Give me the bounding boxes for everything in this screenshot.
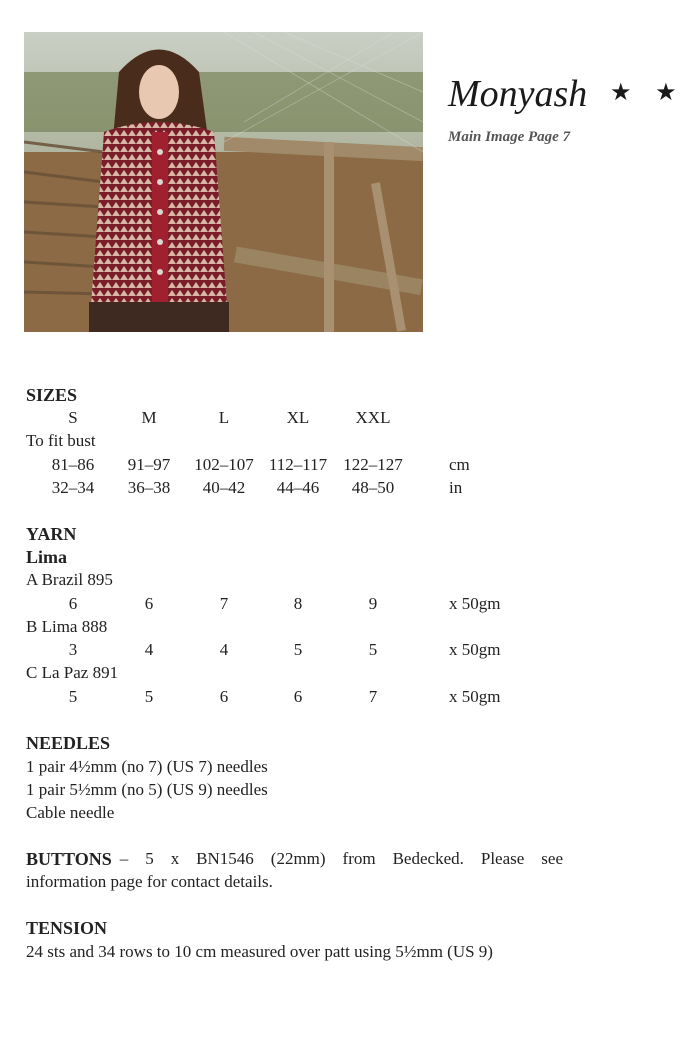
- size-label: M: [141, 408, 157, 427]
- model-photo: [24, 32, 423, 332]
- buttons-text: – 5 x BN1546 (22mm) from Bedecked. Please see: [119, 849, 563, 868]
- buttons-line: [26, 849, 563, 870]
- size-label: XL: [286, 408, 310, 427]
- needle-line: 1 pair 5½mm (no 5) (US 9) needles: [26, 780, 268, 799]
- bust-cm: 122–127: [343, 455, 403, 474]
- yarn-amount: 4: [219, 640, 229, 659]
- needle-line: 1 pair 4½mm (no 7) (US 7) needles: [26, 757, 268, 776]
- yarn-amount: 3: [68, 640, 78, 659]
- yarn-amount: 5: [293, 640, 303, 659]
- yarn-amount: 6: [144, 594, 154, 613]
- yarn-amount: 9: [368, 594, 378, 613]
- yarn-amount: 7: [219, 594, 229, 613]
- yarn-color-label: B Lima 888: [26, 617, 108, 636]
- bust-cm: 91–97: [127, 455, 171, 474]
- fit-label: To fit bust: [26, 431, 96, 450]
- bust-cm: 102–107: [194, 455, 254, 474]
- yarn-unit: x 50gm: [449, 640, 501, 659]
- yarn-amount: 4: [144, 640, 154, 659]
- yarn-amount: 6: [293, 687, 303, 706]
- needle-line: Cable needle: [26, 803, 115, 822]
- size-label: S: [68, 408, 78, 427]
- yarn-type: Lima: [26, 547, 68, 567]
- buttons-heading: BUTTONS: [26, 849, 112, 869]
- yarn-amount: 8: [293, 594, 303, 613]
- yarn-amount: 7: [368, 687, 378, 706]
- size-label: L: [218, 408, 230, 427]
- buttons-text-2: information page for contact details.: [26, 872, 273, 891]
- model-cardigan-photo: [24, 32, 423, 332]
- yarn-unit: x 50gm: [449, 594, 501, 613]
- yarn-amount: 6: [219, 687, 229, 706]
- yarn-amount: 5: [144, 687, 154, 706]
- yarn-color-label: A Brazil 895: [26, 570, 113, 589]
- unit-in: in: [449, 478, 463, 497]
- bust-in: 48–50: [351, 478, 395, 497]
- yarn-unit: x 50gm: [449, 687, 501, 706]
- yarn-heading: YARN: [26, 524, 77, 544]
- bust-in: 44–46: [276, 478, 320, 497]
- bust-cm: 112–117: [268, 455, 328, 474]
- tension-text: 24 sts and 34 rows to 10 cm measured over patt using 5½mm (US 9): [26, 942, 493, 961]
- subtitle: Main Image Page 7: [448, 129, 571, 145]
- needles-heading: NEEDLES: [26, 733, 111, 753]
- size-label: XXL: [355, 408, 391, 427]
- bust-cm: 81–86: [51, 455, 95, 474]
- yarn-amount: 5: [68, 687, 78, 706]
- pattern-title: Monyash: [448, 73, 588, 115]
- yarn-amount: 6: [68, 594, 78, 613]
- sizes-heading: SIZES: [26, 385, 78, 405]
- bust-in: 36–38: [127, 478, 171, 497]
- unit-cm: cm: [449, 455, 470, 474]
- bust-in: 32–34: [51, 478, 95, 497]
- difficulty-stars-icon: ★ ★: [610, 78, 685, 106]
- tension-heading: TENSION: [26, 918, 108, 938]
- bust-in: 40–42: [202, 478, 246, 497]
- yarn-amount: 5: [368, 640, 378, 659]
- yarn-color-label: C La Paz 891: [26, 663, 119, 682]
